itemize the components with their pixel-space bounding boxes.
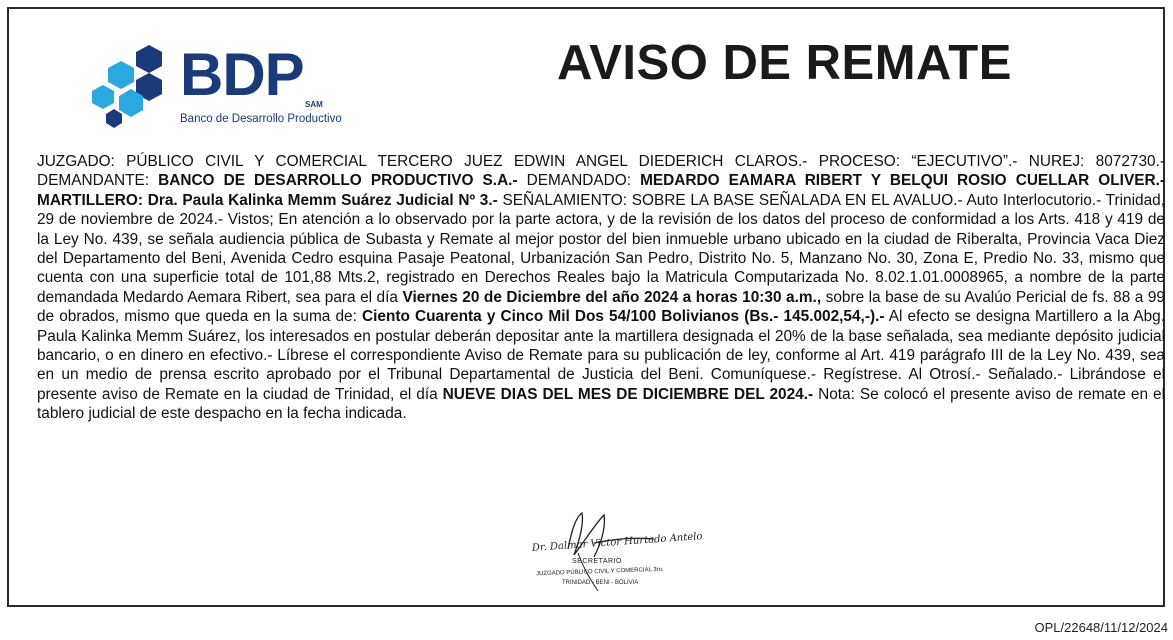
body-segment: JUZGADO: PÚBLICO CIVIL Y COMERCIAL TERCERO JUEZ EDWIN ANGEL DIEDERICH CLAROS.- PROCESO: “EJECUTIVO”.- NUREJ: 8072730.- DEMANDANTE: [37, 153, 1165, 190]
hexagon-mark [136, 45, 162, 73]
signature-name: Dr. Dalmar Victor Hurtado Antelo [531, 531, 703, 554]
logo-letters: BDP [180, 41, 304, 108]
body-segment: DEMANDADO: [517, 172, 641, 190]
body-segment: Nota: Se colocó el presente aviso de remate en el tablero judicial de este despacho en la fecha indicada. [37, 385, 1166, 423]
notice-frame [7, 7, 1165, 607]
publication-reference: OPL/22648/11/12/2024 [1034, 620, 1168, 635]
logo-subtitle: Banco de Desarrollo Productivo [180, 113, 342, 125]
body-bold-segment: NUEVE DIAS DEL MES DE DICIEMBRE DEL 2024.- [442, 385, 814, 403]
hexagon-mark [106, 109, 122, 128]
signature-role: SECRETARIO [572, 558, 622, 565]
body-bold-segment: Viernes 20 de Diciembre del año 2024 a horas 10:30 a.m., [402, 288, 822, 306]
body-bold-segment: Ciento Cuarenta y Cinco Mil Dos 54/100 Bolivianos (Bs.- 145.002,54,-).- [362, 308, 885, 326]
body-bold-segment: BANCO DE DESARROLLO PRODUCTIVO S.A.- [158, 172, 518, 190]
notice-body [37, 152, 1165, 424]
body-segment: Al efecto se designa Martillero a la Abg. Paula Kalinka Memm Suárez, los interesados en postular deberán depositar ante la martillera designada el 20% de la base señalada, sea mediante depósito judicial bancario, o en dinero en efectivo.- Líbrese el correspondiente Aviso de Remate para su publicación de ley, conforme al Art. 419 parágrafo III de la Ley No. 439, sea en un medio de prensa escrito aprobado por el Tribunal Departamental de Justicia del Beni. Comuníquese.- Regístrese. Al Otrosí.- Señalado.- Librándose el presente aviso de Remate en la ciudad de Trinidad, el día [37, 308, 1165, 403]
hexagon-mark [92, 85, 114, 109]
body-bold-segment: MEDARDO EAMARA RIBERT Y BELQUI ROSIO CUELLAR OLIVER.- MARTILLERO: Dra. Paula Kalinka Memm Suárez Judicial Nº 3.- [37, 172, 1165, 209]
body-segment: sobre la base de su Avalúo Pericial de fs. 88 a 99 de obrados, mismo que queda en la suma de: [37, 288, 1165, 326]
bdp-logo [87, 41, 342, 131]
signature-city: TRINIDAD - BENI - BOLIVIA [562, 580, 639, 586]
hexagon-cluster-icon [87, 43, 179, 131]
logo-suffix: SAM [305, 100, 323, 109]
page-title: AVISO DE REMATE [557, 36, 1012, 90]
hexagon-mark [108, 61, 134, 89]
signature-stamp [524, 509, 703, 599]
body-segment: SEÑALAMIENTO: SOBRE LA BASE SEÑALADA EN EL AVALUO.- Auto Interlocutorio.- Trinidad, 29 de noviembre de 2024.- Vistos; En atención a lo observado por la parte actora, y de la revisión de los datos del proceso de conformidad a los Arts. 418 y 419 de la Ley No. 439, se señala audiencia pública de Subasta y Remate al mejor postor del bien inmueble urbano ubicado en la ciudad de Riberalta, Provincia Vaca Diez del Departamento del Beni, Avenida Cedro esquina Pasaje Peatonal, Urbanización San Pedro, Distrito No. 5, Manzano No. 30, Zona E, Predio No. 33, mismo que cuenta con una superficie total de 101,88 Mts.2, registrado en Derechos Reales bajo la Matricula Computarizada No. 8.02.1.01.0008965, a nombre de la parte demandada Medardo Aemara Ribert, sea para el día [37, 191, 1165, 306]
signature-court: JUZGADO PÚBLICO CIVIL Y COMERCIAL 3ro. [535, 566, 664, 578]
